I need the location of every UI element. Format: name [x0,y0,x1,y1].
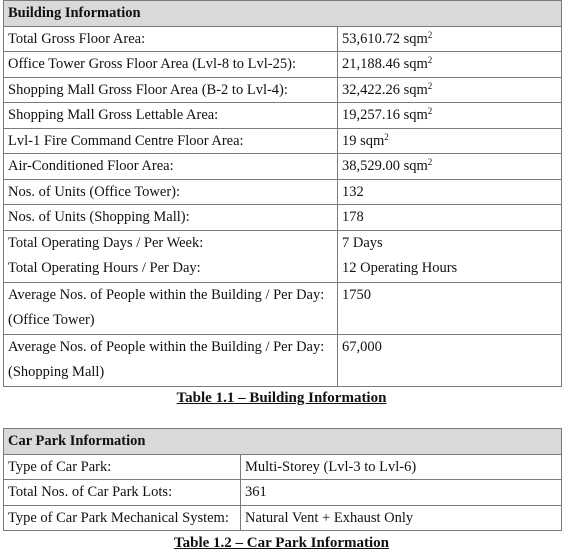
row-value: Natural Vent + Exhaust Only [241,505,562,531]
row-label: Total Nos. of Car Park Lots: [4,480,241,506]
row-value: 178 [338,205,562,231]
table-row [4,128,562,154]
row-label: Nos. of Units (Shopping Mall): [4,205,338,231]
row-value: 361 [241,480,562,506]
car-park-information-table [3,428,562,531]
table-row [4,205,562,231]
building-information-table [3,0,562,387]
operating-days-value: 7 Days [342,234,383,251]
row-value: 53,610.72 sqm$^2$ [338,26,562,52]
table-caption: Table 1.1 – Building Information [176,390,387,406]
row-value: 19 sqm$^2$ [338,128,562,154]
row-label [4,230,338,282]
table-header-row [4,1,562,27]
row-label: Average Nos. of People within the Building / Per Day: (Office Tower) [4,282,338,334]
table-title: Car Park Information [4,429,562,455]
table-row [4,230,562,282]
table-header-row [4,429,562,455]
row-label: Total Gross Floor Area: [4,26,338,52]
row-label: Average Nos. of People within the Building / Per Day: (Shopping Mall) [4,334,338,386]
table-row [4,77,562,103]
row-value [338,230,562,282]
row-label: Lvl-1 Fire Command Centre Floor Area: [4,128,338,154]
row-value: Multi-Storey (Lvl-3 to Lvl-6) [241,454,562,480]
row-label: Type of Car Park Mechanical System: [4,505,241,531]
row-label: Shopping Mall Gross Floor Area (B-2 to Lvl-4): [4,77,338,103]
row-label: Nos. of Units (Office Tower): [4,179,338,205]
table-row [4,505,562,531]
row-label: Air-Conditioned Floor Area: [4,154,338,180]
row-label: Type of Car Park: [4,454,241,480]
table-row [4,154,562,180]
row-value: 32,422.26 sqm$^2$ [338,77,562,103]
row-value: 21,188.46 sqm$^2$ [338,52,562,78]
row-label: Office Tower Gross Floor Area (Lvl-8 to Lvl-25): [4,52,338,78]
row-value: 19,257.16 sqm$^2$ [338,103,562,129]
table-row [4,179,562,205]
row-value: 67,000 [338,334,562,386]
row-value: 132 [338,179,562,205]
table-row [4,480,562,506]
table-row [4,26,562,52]
operating-hours-label: Total Operating Hours / Per Day: [8,260,201,276]
table-row [4,103,562,129]
operating-days-label: Total Operating Days / Per Week: [8,234,204,251]
table-title: Building Information [4,1,562,27]
table-row [4,52,562,78]
table-row [4,334,562,386]
table-row [4,282,562,334]
table-caption: Table 1.2 – Car Park Information [173,535,389,551]
row-value: 1750 [338,282,562,334]
table-row [4,454,562,480]
operating-hours-value: 12 Operating Hours [342,260,458,276]
row-value: 38,529.00 sqm$^2$ [338,154,562,180]
row-label: Shopping Mall Gross Lettable Area: [4,103,338,129]
